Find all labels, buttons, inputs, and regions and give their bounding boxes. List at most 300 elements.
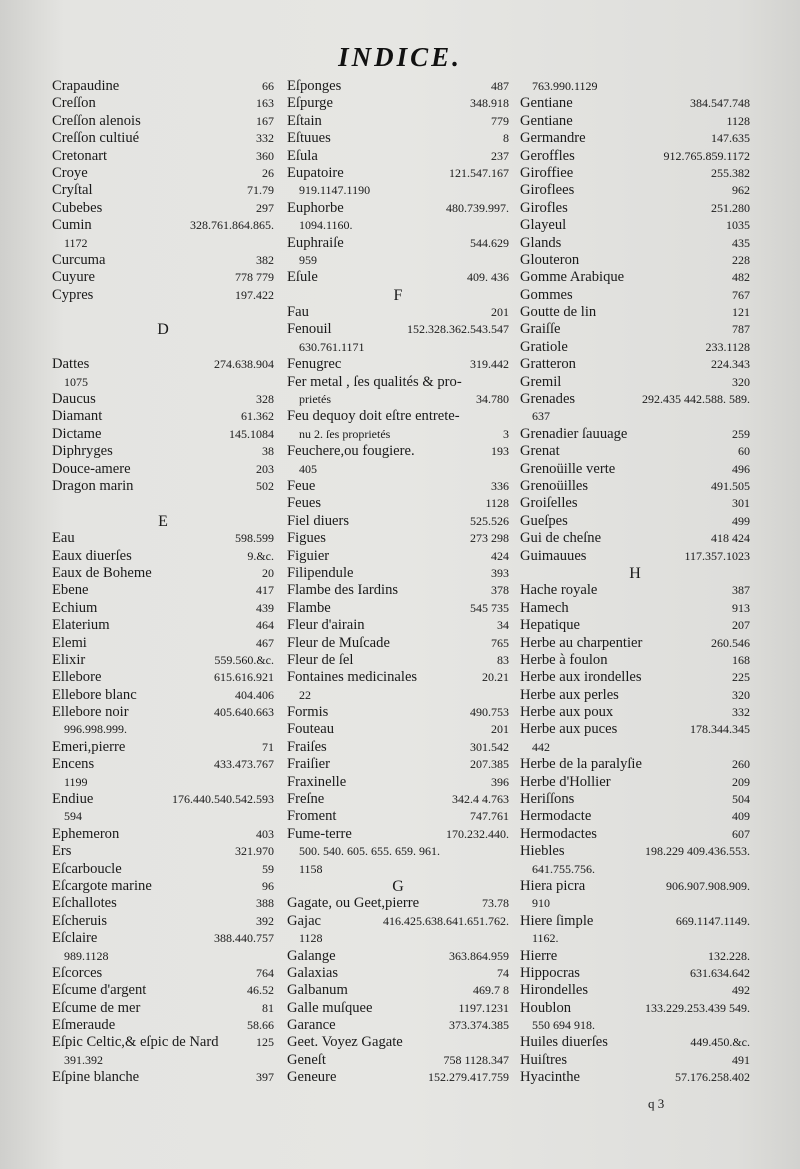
index-entry (287, 426, 509, 443)
index-entry (52, 739, 274, 756)
entry-page-numbers: 765 (491, 635, 509, 650)
index-entry (287, 530, 509, 547)
page-title: INDICE. (338, 42, 462, 72)
entry-page-numbers: 404.406 (235, 687, 274, 702)
entry-page-numbers: 382 (256, 252, 274, 267)
entry-term: Eſtuues (287, 130, 331, 147)
entry-page-numbers: 906.907.908.909. (666, 878, 750, 893)
entry-page-numbers: 418 424 (711, 531, 750, 546)
entry-page-numbers: 502 (256, 478, 274, 493)
entry-term: Elemi (52, 634, 87, 651)
entry-term: Giroflees (520, 182, 575, 199)
index-entry (287, 982, 509, 999)
entry-page-numbers: 348.918 (470, 96, 509, 111)
entry-term: Gueſpes (520, 512, 568, 529)
entry-page-numbers: 198.229 409.436.553. (645, 844, 750, 859)
entry-term: Gentiane (520, 95, 573, 112)
index-entry (287, 861, 509, 878)
index-entry (52, 965, 274, 982)
index-entry (52, 930, 274, 947)
entry-term: Ephemeron (52, 825, 120, 842)
index-entry (52, 252, 274, 269)
index-entry (287, 652, 509, 669)
entry-term: Grenoüilles (520, 477, 589, 494)
index-entry (520, 652, 750, 669)
index-entry (287, 774, 509, 791)
entry-page-numbers: 167 (256, 113, 274, 128)
index-entry (287, 217, 509, 234)
entry-term: Fontaines medicinales (287, 669, 418, 686)
entry-term: Gratiole (520, 338, 568, 355)
index-entry (520, 252, 750, 269)
index-entry (52, 617, 274, 634)
entry-term: Hermodacte (520, 808, 592, 825)
entry-page-numbers: 962 (732, 183, 750, 198)
entry-term: Galle muſquee (287, 999, 373, 1016)
spacer (52, 495, 274, 512)
entry-page-numbers: 487 (491, 79, 509, 93)
entry-term: Eſcume de mer (52, 999, 141, 1016)
entry-term: Dragon marin (52, 477, 134, 494)
entry-page-numbers: 274.638.904 (214, 357, 274, 372)
entry-term: Hippocras (520, 964, 580, 981)
entry-page-numbers: 201 (491, 722, 509, 737)
index-entry (520, 269, 750, 286)
entry-page-numbers: 292.435 442.588. 589. (642, 392, 750, 407)
entry-term: Grenat (520, 443, 560, 460)
entry-term: Hiere ſimple (520, 912, 594, 929)
entry-page-numbers: 301 (732, 496, 750, 511)
index-entry (287, 356, 509, 373)
entry-page-numbers: 758 1128.347 (443, 1052, 509, 1067)
entry-term: Creſſon (52, 95, 96, 112)
entry-page-numbers: 301.542 (470, 739, 509, 754)
entry-term: Garance (287, 1017, 336, 1034)
index-entry (287, 269, 509, 286)
entry-page-numbers: 197.422 (235, 287, 274, 302)
entry-page-numbers: 363.864.959 (449, 948, 509, 963)
index-entry (520, 374, 750, 391)
entry-term: Herbe à foulon (520, 651, 608, 668)
entry-page-numbers: 255.382 (711, 165, 750, 180)
entry-page-numbers: 360 (256, 148, 274, 163)
index-entry (52, 1034, 274, 1051)
entry-continuation: 1128 (299, 931, 323, 946)
entry-page-numbers: 26 (262, 165, 274, 180)
index-column-1 (52, 78, 274, 1087)
index-entry (287, 965, 509, 982)
index-entry (287, 443, 509, 460)
entry-term: Fleur de ſel (287, 651, 354, 668)
entry-page-numbers: 1035 (726, 218, 750, 233)
entry-page-numbers: 224.343 (711, 357, 750, 372)
entry-continuation: 405 (299, 461, 317, 476)
index-entry (520, 913, 750, 930)
index-entry (52, 948, 274, 965)
entry-term: Emeri,pierre (52, 738, 126, 755)
entry-term: Glayeul (520, 217, 567, 234)
entry-page-numbers: 178.344.345 (690, 722, 750, 737)
index-entry (52, 1052, 274, 1069)
entry-page-numbers: 393 (491, 565, 509, 580)
entry-term: Herbe aux irondelles (520, 669, 642, 686)
entry-term: Groiſelles (520, 495, 578, 512)
entry-page-numbers: 132.228. (708, 948, 750, 963)
entry-page-numbers: 912.765.859.1172 (663, 148, 750, 163)
index-entry (287, 565, 509, 582)
entry-page-numbers: 20.21 (482, 670, 509, 685)
entry-term: Echium (52, 599, 98, 616)
index-entry (287, 1052, 509, 1069)
entry-term: Gagate, ou Geet,pierre (287, 895, 420, 912)
index-entry (520, 704, 750, 721)
entry-term: Grenades (520, 391, 576, 408)
entry-term: Eſcume d'argent (52, 982, 147, 999)
entry-continuation: 637 (532, 409, 550, 424)
index-entry (52, 287, 274, 304)
index-entry (287, 252, 509, 269)
index-entry (520, 756, 750, 773)
entry-term: Elaterium (52, 617, 110, 634)
entry-page-numbers: 787 (732, 322, 750, 337)
entry-term: Grenoüille verte (520, 460, 616, 477)
entry-term: Eſcargote marine (52, 877, 152, 894)
index-entry (287, 339, 509, 356)
index-entry (287, 635, 509, 652)
index-entry (520, 930, 750, 947)
index-entry (52, 478, 274, 495)
index-entry (520, 391, 750, 408)
index-entry (52, 374, 274, 391)
entry-page-numbers: 396 (491, 774, 509, 789)
entry-page-numbers: 384.547.748 (690, 96, 750, 111)
entry-term: Herbe aux perles (520, 686, 619, 703)
entry-term: Feue (287, 477, 316, 494)
entry-term: Gajac (287, 912, 322, 929)
index-entry (287, 1017, 509, 1034)
index-entry (287, 600, 509, 617)
index-entry (520, 1069, 750, 1086)
index-entry (52, 600, 274, 617)
entry-page-numbers: 433.473.767 (214, 757, 274, 772)
section-letter: G (392, 877, 404, 895)
index-entry (287, 791, 509, 808)
entry-page-numbers: 34 (497, 618, 509, 633)
index-entry (520, 721, 750, 738)
index-entry (287, 391, 509, 408)
entry-term: Glouteron (520, 251, 580, 268)
entry-page-numbers: 83 (497, 652, 509, 667)
entry-term: Creſſon cultiué (52, 130, 140, 147)
entry-term: Dattes (52, 356, 90, 373)
entry-term: Flambe (287, 599, 331, 616)
index-entry (287, 408, 509, 425)
index-entry (520, 826, 750, 843)
entry-page-numbers: 61.362 (241, 409, 274, 424)
entry-term: Herbe aux poux (520, 704, 614, 721)
index-entry (520, 356, 750, 373)
entry-term: Froment (287, 808, 337, 825)
entry-term: Daucus (52, 391, 96, 408)
entry-page-numbers: 297 (256, 200, 274, 215)
entry-page-numbers: 615.616.921 (214, 670, 274, 685)
entry-page-numbers: 607 (732, 826, 750, 841)
entry-continuation: 919.1147.1190 (299, 183, 371, 198)
entry-term: Filipendule (287, 564, 354, 581)
index-entry (52, 704, 274, 721)
entry-term: Eaux de Boheme (52, 564, 152, 581)
index-entry (520, 235, 750, 252)
entry-page-numbers: 1197.1231 (458, 1000, 509, 1015)
entry-page-numbers: 152.328.362.543.547 (407, 322, 509, 337)
entry-continuation: 996.998.999. (64, 722, 127, 737)
spacer (52, 339, 274, 356)
entry-term: Fraiſier (287, 756, 330, 773)
index-entry (52, 1017, 274, 1034)
signature-mark: q 3 (648, 1096, 665, 1111)
entry-page-numbers: 491 (732, 1052, 750, 1067)
entry-page-numbers: 328.761.864.865. (190, 218, 274, 233)
index-entry (52, 635, 274, 652)
entry-page-numbers: 913 (732, 600, 750, 615)
entry-page-numbers: 46.52 (247, 983, 274, 998)
entry-term: Hiebles (520, 843, 565, 860)
entry-page-numbers: 397 (256, 1070, 274, 1085)
entry-term: Hermodactes (520, 825, 597, 842)
index-entry (287, 495, 509, 512)
entry-page-numbers: 73.78 (482, 896, 509, 911)
index-entry (52, 148, 274, 165)
index-entry (52, 826, 274, 843)
entry-term: Fraxinelle (287, 773, 347, 790)
index-entry (52, 200, 274, 217)
entry-term: Galbanum (287, 982, 348, 999)
index-entry (52, 408, 274, 425)
entry-page-numbers: 273 298 (470, 531, 509, 546)
entry-page-numbers: 480.739.997. (446, 200, 509, 215)
entry-term: Galaxias (287, 964, 339, 981)
entry-term: Heriſſons (520, 791, 575, 808)
entry-term: Ellebore noir (52, 704, 129, 721)
entry-page-numbers: 121.547.167 (449, 165, 509, 180)
entry-term: Gentiane (520, 112, 573, 129)
entry-term: Cumin (52, 217, 92, 234)
index-entry (520, 669, 750, 686)
entry-page-numbers: 388 (256, 896, 274, 911)
index-entry (52, 861, 274, 878)
entry-term: Euphorbe (287, 199, 344, 216)
entry-page-numbers: 525.526 (470, 513, 509, 528)
entry-page-numbers: 57.176.258.402 (675, 1070, 750, 1085)
entry-page-numbers: 168 (732, 652, 750, 667)
entry-page-numbers: 259 (732, 426, 750, 441)
entry-page-numbers: 435 (732, 235, 750, 250)
index-entry (520, 878, 750, 895)
entry-page-numbers: 260.546 (711, 635, 750, 650)
entry-page-numbers: 779 (491, 113, 509, 128)
index-entry (520, 217, 750, 234)
entry-term: Diphryges (52, 443, 113, 460)
index-entry (520, 965, 750, 982)
entry-page-numbers: 409 (732, 809, 750, 824)
entry-page-numbers: 336 (491, 478, 509, 493)
index-entry (287, 95, 509, 112)
index-entry (520, 1052, 750, 1069)
entry-term: Cuyure (52, 269, 95, 286)
entry-page-numbers: 163 (256, 96, 274, 111)
index-entry (52, 530, 274, 547)
entry-page-numbers: 409. 436 (467, 270, 509, 285)
entry-term: Eſponges (287, 78, 342, 94)
entry-term: Euphraiſe (287, 234, 344, 251)
entry-continuation: 641.755.756. (532, 861, 595, 876)
index-entry (287, 200, 509, 217)
entry-term: Fouteau (287, 721, 335, 738)
index-entry (520, 426, 750, 443)
entry-term: Fau (287, 304, 309, 321)
entry-term: Cypres (52, 286, 94, 303)
index-entry (520, 443, 750, 460)
index-entry (287, 113, 509, 130)
index-entry (52, 895, 274, 912)
entry-term: Eſchallotes (52, 895, 117, 912)
entry-page-numbers: 209 (732, 774, 750, 789)
index-entry (520, 304, 750, 321)
index-entry (287, 513, 509, 530)
index-entry (52, 130, 274, 147)
index-entry (520, 321, 750, 338)
index-entry (52, 461, 274, 478)
entry-page-numbers: 778 779 (235, 270, 274, 285)
entry-term: Goutte de lin (520, 304, 597, 321)
index-entry (287, 1069, 509, 1086)
entry-page-numbers: 342.4 4.763 (452, 792, 509, 807)
entry-term: Freſne (287, 791, 325, 808)
entry-page-numbers: 319.442 (470, 357, 509, 372)
entry-term: Ellebore (52, 669, 102, 686)
entry-page-numbers: 38 (262, 444, 274, 459)
entry-page-numbers: 225 (732, 670, 750, 685)
entry-page-numbers: 1128 (726, 113, 750, 128)
index-entry (52, 913, 274, 930)
entry-term: Cryſtal (52, 182, 93, 199)
index-entry (52, 165, 274, 182)
entry-term: Ers (52, 843, 72, 860)
index-entry (520, 182, 750, 199)
entry-page-numbers: 388.440.757 (214, 931, 274, 946)
entry-term: Geneure (287, 1069, 337, 1086)
entry-page-numbers: 499 (732, 513, 750, 528)
entry-term: Endiue (52, 791, 94, 808)
entry-term: Figues (287, 530, 326, 547)
entry-page-numbers: 9.&c. (247, 548, 274, 563)
index-entry (287, 948, 509, 965)
entry-term: Hache royale (520, 582, 598, 599)
entry-page-numbers: 504 (732, 792, 750, 807)
entry-term: Hepatique (520, 617, 580, 634)
entry-page-numbers: 449.450.&c. (690, 1035, 750, 1050)
index-entry (520, 478, 750, 495)
entry-page-numbers: 387 (732, 583, 750, 598)
section-letter: E (158, 512, 168, 530)
entry-term: Feuchere,ou fougiere. (287, 443, 415, 460)
entry-continuation: 989.1128 (64, 948, 109, 963)
entry-page-numbers: 405.640.663 (214, 705, 274, 720)
entry-term: Huiles diuerſes (520, 1034, 608, 1051)
index-entry (520, 461, 750, 478)
index-entry (520, 635, 750, 652)
index-column-3 (520, 78, 750, 1087)
index-entry (520, 982, 750, 999)
entry-continuation: 1199 (64, 774, 88, 789)
entry-term: Diamant (52, 408, 103, 425)
entry-page-numbers: 74 (497, 965, 509, 980)
entry-term: Curcuma (52, 251, 106, 268)
index-entry (287, 843, 509, 860)
entry-continuation: prietés (299, 392, 331, 407)
section-letter: D (157, 321, 169, 339)
entry-term: Glands (520, 234, 562, 251)
entry-term: Houblon (520, 999, 572, 1016)
entry-page-numbers: 378 (491, 583, 509, 598)
index-entry (520, 408, 750, 425)
entry-term: Figuier (287, 547, 330, 564)
entry-term: Fenouil (287, 321, 332, 338)
entry-page-numbers: 559.560.&c. (214, 652, 274, 667)
entry-page-numbers: 467 (256, 635, 274, 650)
entry-term: Eſpic Celtic,& eſpic de Nard (52, 1034, 219, 1051)
index-entry (52, 217, 274, 234)
index-entry (52, 95, 274, 112)
entry-term: Elixir (52, 651, 86, 668)
entry-page-numbers: 491.505 (711, 478, 750, 493)
entry-term: Gui de cheſne (520, 530, 602, 547)
section-letter: H (629, 564, 641, 582)
entry-term: Encens (52, 756, 95, 773)
index-entry (520, 1000, 750, 1017)
index-entry (520, 200, 750, 217)
entry-term: Graiſſe (520, 321, 561, 338)
index-entry (287, 756, 509, 773)
entry-page-numbers: 125 (256, 1035, 274, 1050)
entry-page-numbers: 373.374.385 (449, 1018, 509, 1033)
entry-page-numbers: 228 (732, 252, 750, 267)
entry-page-numbers: 417 (256, 583, 274, 598)
index-entry (287, 1034, 509, 1051)
entry-page-numbers: 58.66 (247, 1018, 274, 1033)
index-entry (52, 113, 274, 130)
index-entry (52, 982, 274, 999)
entry-page-numbers: 176.440.540.542.593 (172, 792, 274, 807)
index-entry (52, 565, 274, 582)
index-entry (520, 895, 750, 912)
entry-term: Dictame (52, 425, 102, 442)
entry-page-numbers: 320 (732, 687, 750, 702)
index-entry (287, 165, 509, 182)
entry-continuation: 910 (532, 896, 550, 911)
entry-term: Girofles (520, 199, 568, 216)
entry-page-numbers: 207.385 (470, 757, 509, 772)
entry-term: Hamech (520, 599, 569, 616)
entry-term: Gommes (520, 286, 573, 303)
index-entry (520, 1017, 750, 1034)
index-entry (287, 321, 509, 338)
entry-term: Geet. Voyez Gagate (287, 1034, 403, 1051)
entry-term: Germandre (520, 130, 586, 147)
entry-page-numbers: 237 (491, 148, 509, 163)
entry-page-numbers: 8 (503, 131, 509, 146)
entry-page-numbers: 544.629 (470, 235, 509, 250)
